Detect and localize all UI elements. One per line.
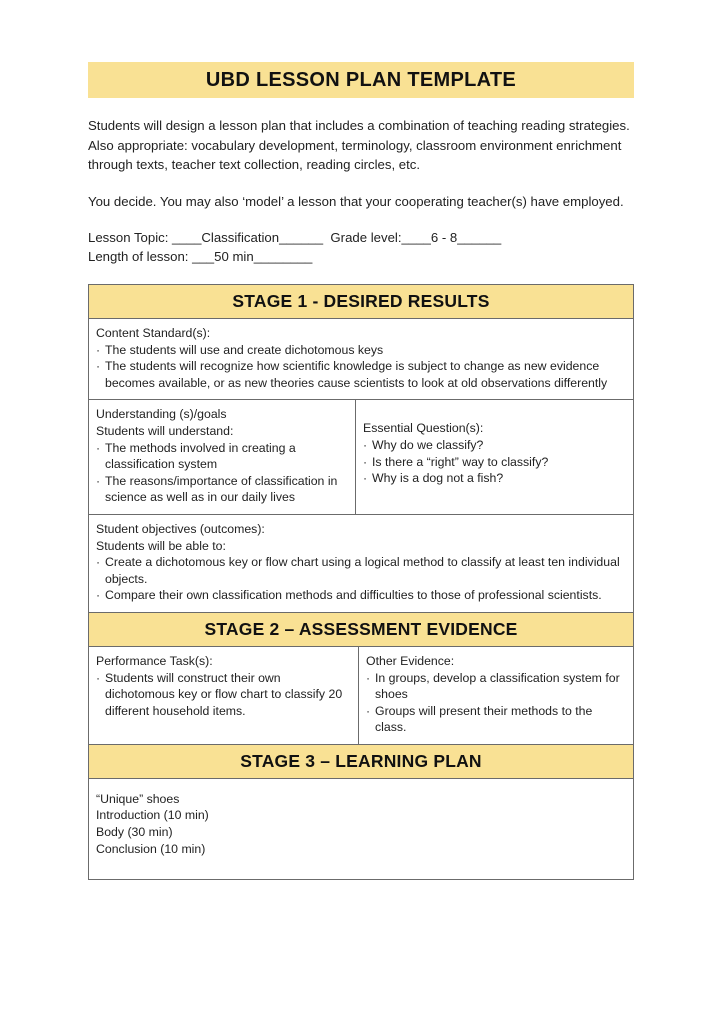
understandings-sublabel: Students will understand: [96,423,234,438]
page-title: UBD LESSON PLAN TEMPLATE [205,68,517,91]
lesson-meta-block [88,228,634,266]
learning-plan-cell [89,779,633,879]
assessment-evidence-row [89,647,633,745]
essential-questions-cell [356,400,633,514]
student-objectives-sublabel: Students will be able to: [96,538,226,553]
intro-section [88,116,634,211]
content-standards-label: Content Standard(s): [96,326,211,340]
student-objective-item: · Compare their own classification methods and difficulties to those of professional scientists. [96,587,625,604]
content-standards-row [89,319,633,400]
essential-questions-label: Essential Question(s): [363,421,484,436]
stage-table [88,284,634,880]
student-objectives-row [89,515,633,613]
learning-plan-line: Conclusion (10 min) [96,841,206,856]
lesson-topic-line: Lesson Topic: ____Classification______ Grade level:____6 - 8______ [88,230,502,245]
understandings-label: Understanding (s)/goals [96,407,227,422]
learning-plan-line: Introduction (10 min) [96,808,209,823]
document-title-banner [88,62,634,98]
content-standards-item: · The students will use and create dichotomous keys [96,342,625,359]
intro-paragraph-2: You decide. You may also ‘model’ a lesson that your cooperating teacher(s) have employed. [88,193,624,209]
stage-1-header [89,285,633,319]
content-standards-item: · The students will recognize how scientific knowledge is subject to change as new evidence becomes available, or as new theories cause scientists to look at old observations differently [96,358,625,391]
essential-question-item: · Is there a “right” way to classify? [363,454,625,471]
content-standards-cell [89,319,633,399]
lesson-length-line: Length of lesson: ___50 min________ [88,249,313,264]
other-evidence-item: · Groups will present their methods to the class. [366,703,625,736]
intro-paragraph-1: Students will design a lesson plan that includes a combination of teaching reading strategies. Also appropriate: vocabulary development, terminology, classroom environment enrichment through texts, teacher text collection, reading circles, etc. [88,118,630,172]
essential-question-item: · Why do we classify? [363,437,625,454]
stage-2-header [89,613,633,647]
student-objective-item: · Create a dichotomous key or flow chart using a logical method to classify at least ten individual objects. [96,554,625,587]
understandings-item: · The reasons/importance of classification in science as well as in our daily lives [96,473,347,506]
other-evidence-label: Other Evidence: [366,653,455,668]
performance-task-label: Performance Task(s): [96,653,213,668]
stage-1-header-label: STAGE 1 - DESIRED RESULTS [232,291,490,311]
performance-task-item: · Students will construct their own dichotomous key or flow chart to classify 20 different household items. [96,670,350,720]
stage-3-header [89,745,633,779]
document-page [88,0,634,880]
student-objectives-cell [89,515,633,612]
other-evidence-item: · In groups, develop a classification system for shoes [366,670,625,703]
student-objectives-label: Student objectives (outcomes): [96,521,265,536]
stage-3-header-label: STAGE 3 – LEARNING PLAN [240,750,482,771]
performance-task-cell [89,647,359,744]
stage-2-header-label: STAGE 2 – ASSESSMENT EVIDENCE [204,618,518,639]
learning-plan-line: “Unique” shoes [96,791,180,806]
learning-plan-row [89,779,633,880]
learning-plan-line: Body (30 min) [96,825,173,840]
essential-question-item: · Why is a dog not a fish? [363,470,625,487]
understandings-item: · The methods involved in creating a classification system [96,440,347,473]
understandings-questions-row [89,400,633,515]
other-evidence-cell [359,647,633,744]
understandings-cell [89,400,356,514]
